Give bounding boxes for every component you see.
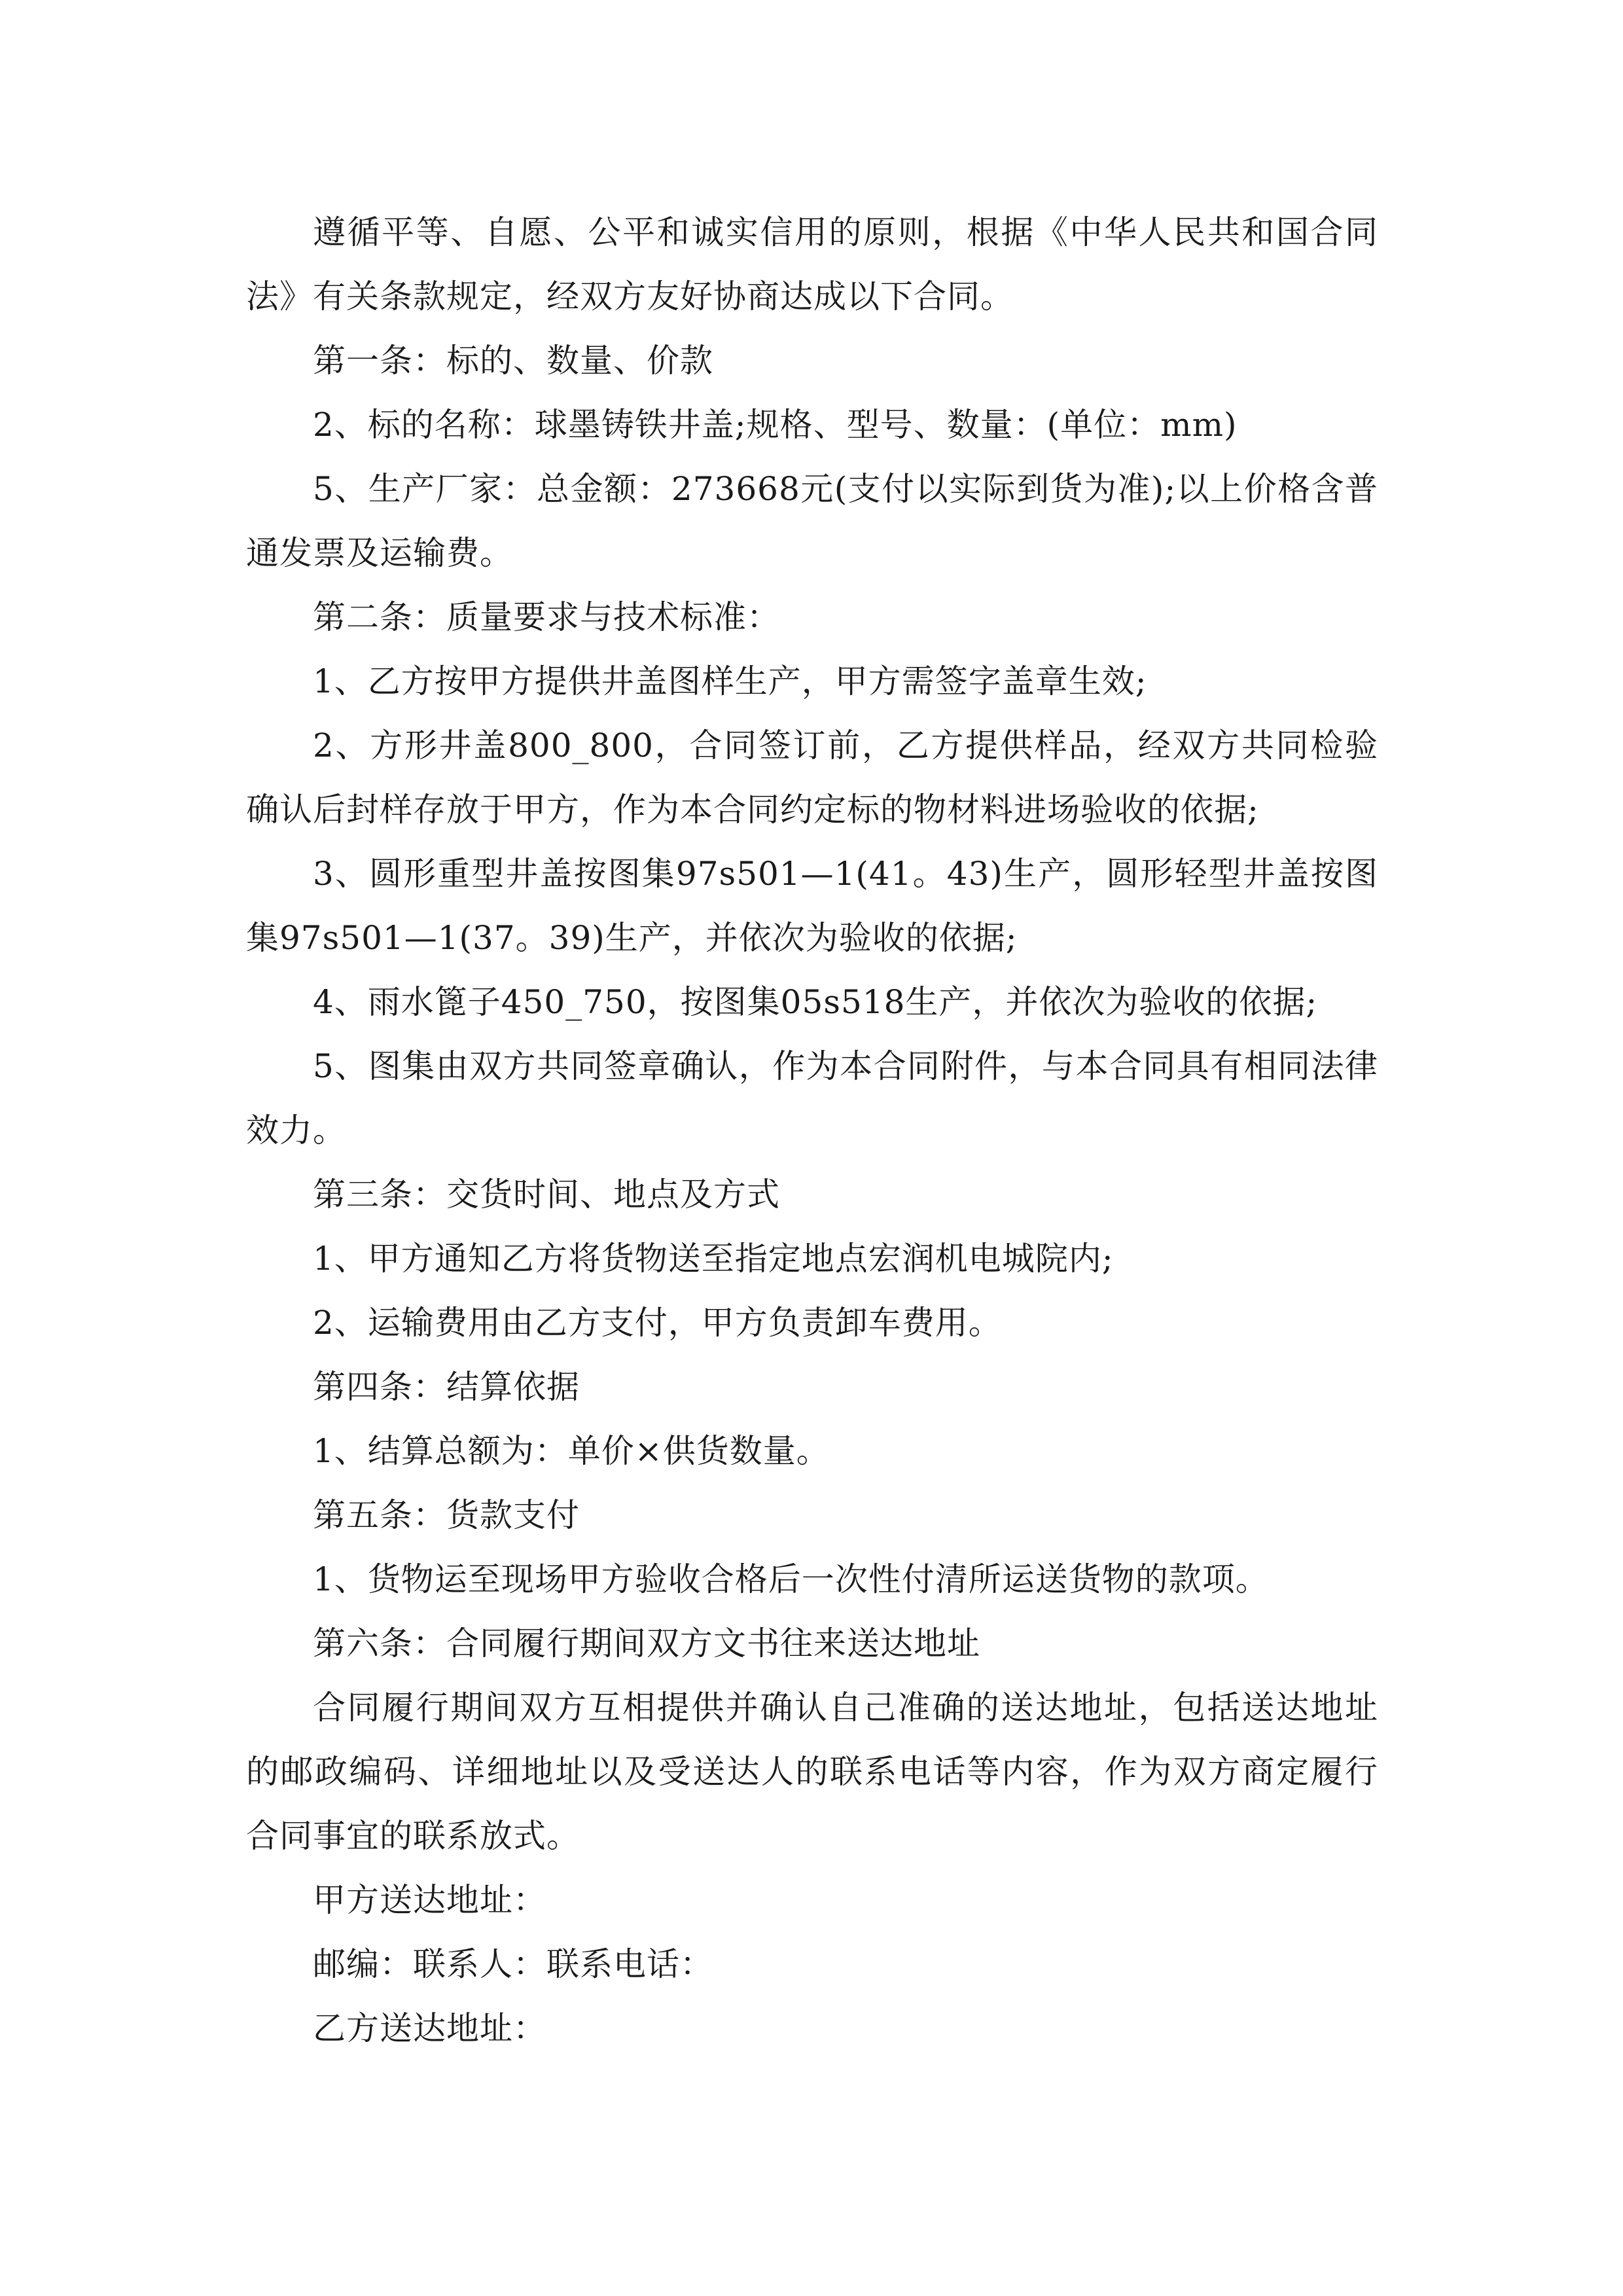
paragraph-quality-1: 1、乙方按甲方提供井盖图样生产，甲方需签字盖章生效; <box>313 662 1147 700</box>
paragraph-quality-3: 3、圆形重型井盖按图集97s501—1(41。43)生产，圆形轻型井盖按图集97s501—1(37。39)生产，并依次为验收的依据; <box>246 855 1378 957</box>
paragraph-quality-2: 2、方形井盖800_800，合同签订前，乙方提供样品，经双方共同检验确认后封样存放于甲方，作为本合同约定标的物材料进场验收的依据; <box>246 726 1378 829</box>
paragraph-settlement-1: 1、结算总额为：单价×供货数量。 <box>313 1432 830 1470</box>
party-b-address: 乙方送达地址： <box>313 2009 546 2047</box>
paragraph-quality-4: 4、雨水篦子450_750，按图集05s518生产，并依次为验收的依据; <box>313 983 1318 1021</box>
party-a-contact: 邮编：联系人：联系电话： <box>313 1945 713 1983</box>
article-3-heading: 第三条：交货时间、地点及方式 <box>313 1175 780 1213</box>
paragraph-delivery-1: 1、甲方通知乙方将货物送至指定地点宏润机电城院内; <box>313 1240 1114 1278</box>
article-5-heading: 第五条：货款支付 <box>313 1496 580 1534</box>
paragraph-item-name: 2、标的名称：球墨铸铁井盖;规格、型号、数量：(单位：mm) <box>313 406 1238 444</box>
article-1-heading: 第一条：标的、数量、价款 <box>313 342 713 380</box>
paragraph-delivery-2: 2、运输费用由乙方支付，甲方负责卸车费用。 <box>313 1304 1002 1342</box>
article-4-heading: 第四条：结算依据 <box>313 1368 580 1406</box>
paragraph-payment-1: 1、货物运至现场甲方验收合格后一次性付清所运送货物的款项。 <box>313 1560 1269 1598</box>
paragraph-address-terms: 合同履行期间双方互相提供并确认自己准确的送达地址，包括送达地址的邮政编码、详细地址以及受送达人的联系电话等内容，作为双方商定履行合同事宜的联系放式。 <box>246 1689 1378 1855</box>
article-2-heading: 第二条：质量要求与技术标准： <box>313 598 780 636</box>
party-a-address: 甲方送达地址： <box>313 1881 546 1919</box>
paragraph-intro: 遵循平等、自愿、公平和诚实信用的原则，根据《中华人民共和国合同法》有关条款规定，经双方友好协商达成以下合同。 <box>246 213 1378 315</box>
article-6-heading: 第六条：合同履行期间双方文书往来送达地址 <box>313 1624 980 1662</box>
document-body <box>246 200 1378 2060</box>
paragraph-quality-5: 5、图集由双方共同签章确认，作为本合同附件，与本合同具有相同法律效力。 <box>246 1047 1378 1149</box>
paragraph-total-amount: 5、生产厂家：总金额：273668元(支付以实际到货为准);以上价格含普通发票及运输费。 <box>246 470 1378 572</box>
